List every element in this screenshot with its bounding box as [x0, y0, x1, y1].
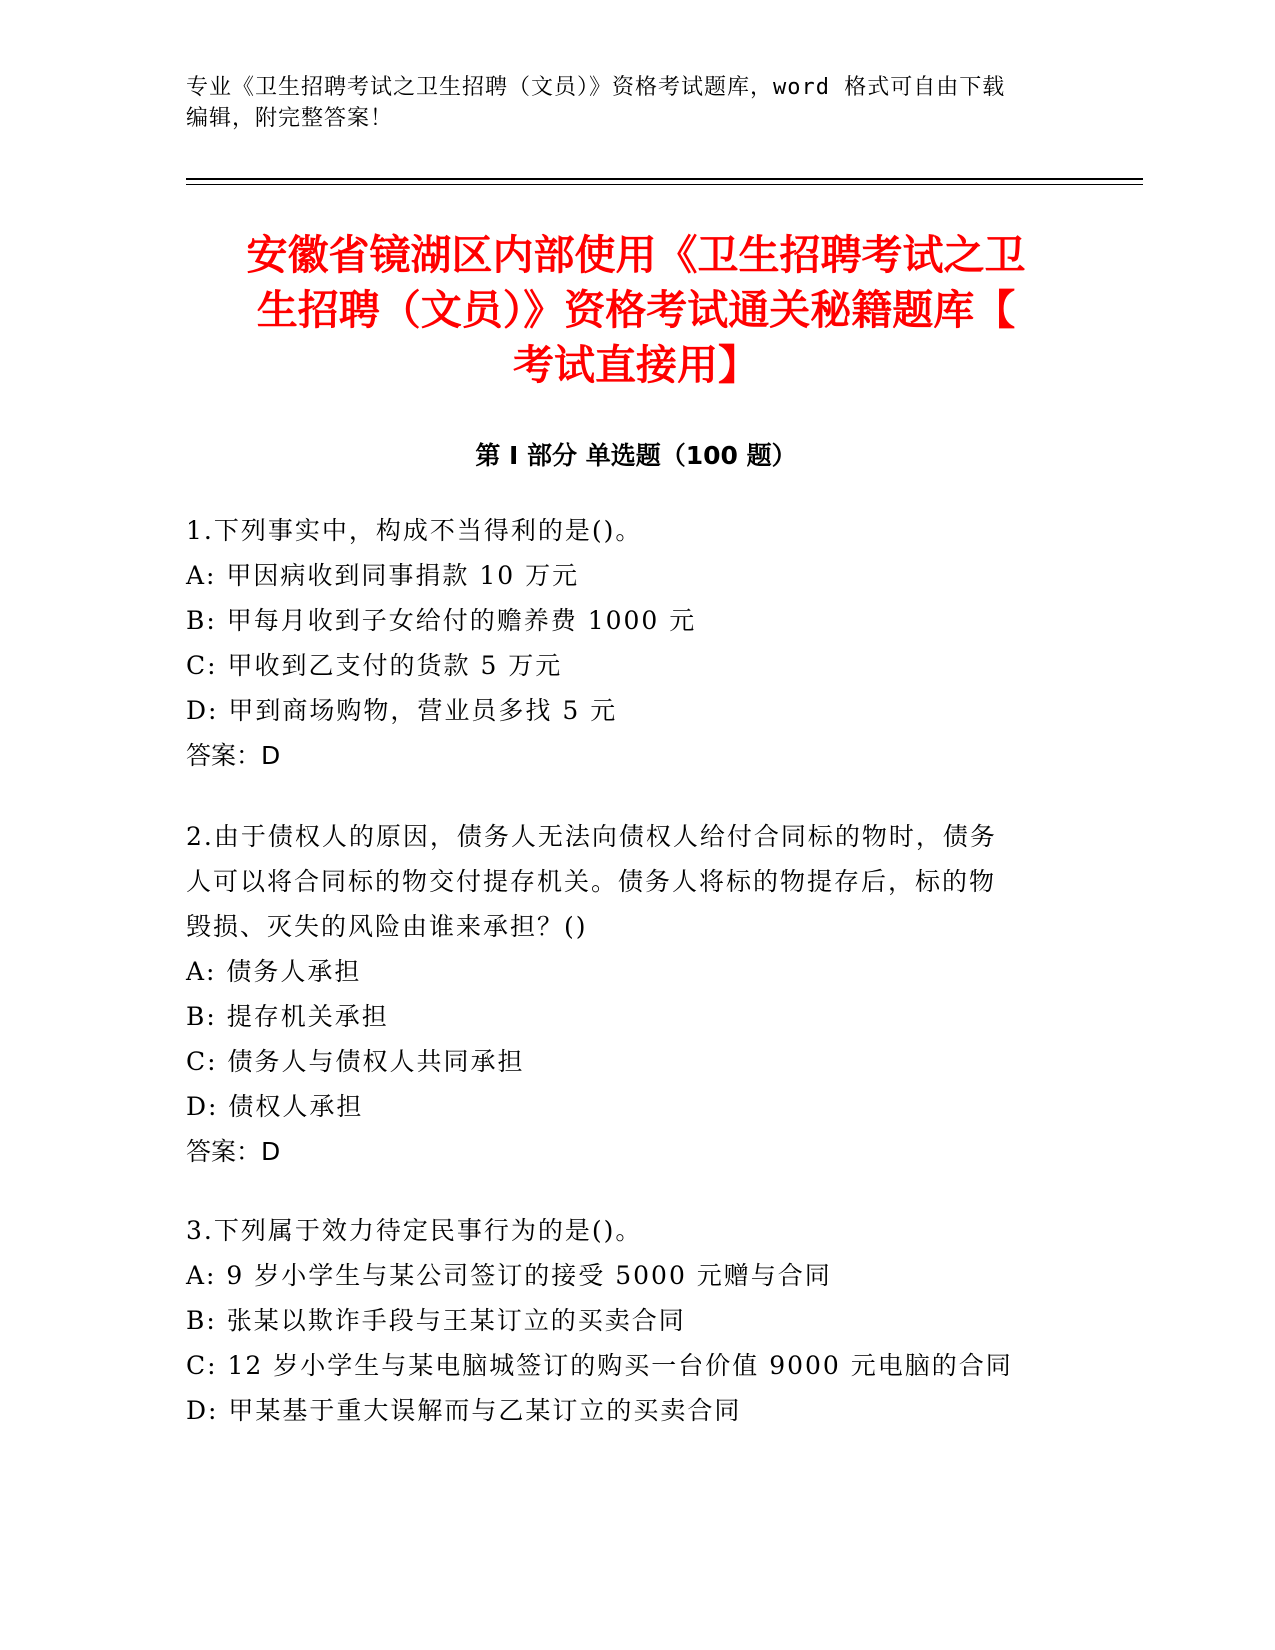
question-stem: 3.下列属于效力待定民事行为的是()。 — [186, 1216, 643, 1245]
header-divider — [186, 178, 1143, 180]
option-c: C: 债务人与债权人共同承担 — [186, 1047, 525, 1076]
header-line: 编辑，附完整答案！ — [186, 106, 394, 131]
answer: 答案：D — [186, 1137, 281, 1166]
question-stem: 人可以将合同标的物交付提存机关。债务人将标的物提存后，标的物 — [186, 867, 997, 896]
option-a: A: 甲因病收到同事捐款 10 万元 — [186, 561, 580, 590]
option-a: A: 债务人承担 — [186, 957, 362, 986]
option-c: C: 12 岁小学生与某电脑城签订的购买一台价值 9000 元电脑的合同 — [186, 1351, 1013, 1380]
answer: 答案：D — [186, 741, 281, 770]
question-stem: 毁损、灭失的风险由谁来承担？() — [186, 912, 588, 941]
document-title — [186, 228, 1086, 393]
header-divider — [186, 184, 1143, 185]
option-d: D: 甲到商场购物，营业员多找 5 元 — [186, 696, 618, 725]
option-b: B: 甲每月收到子女给付的赡养费 1000 元 — [186, 606, 697, 635]
option-a: A: 9 岁小学生与某公司签订的接受 5000 元赠与合同 — [186, 1261, 832, 1290]
option-d: D: 甲某基于重大误解而与乙某订立的买卖合同 — [186, 1396, 742, 1425]
question-stem: 1.下列事实中，构成不当得利的是()。 — [186, 516, 643, 545]
question-1 — [186, 508, 1086, 778]
page-header — [186, 72, 1066, 134]
title-line: 安徽省镜湖区内部使用《卫生招聘考试之卫 — [246, 231, 1026, 279]
question-3 — [186, 1208, 1086, 1433]
question-stem: 2.由于债权人的原因，债务人无法向债权人给付合同标的物时，债务 — [186, 822, 997, 851]
option-b: B: 提存机关承担 — [186, 1002, 389, 1031]
option-b: B: 张某以欺诈手段与王某订立的买卖合同 — [186, 1306, 686, 1335]
title-line: 生招聘（文员）》资格考试通关秘籍题库【 — [256, 286, 1016, 334]
title-line: 考试直接用】 — [513, 341, 759, 389]
option-d: D: 债权人承担 — [186, 1092, 364, 1121]
question-2 — [186, 814, 1086, 1174]
section-heading: 第 I 部分 单选题（100 题） — [475, 441, 797, 470]
header-line: 专业《卫生招聘考试之卫生招聘（文员）》资格考试题库，word 格式可自由下载 — [186, 75, 1006, 100]
option-c: C: 甲收到乙支付的货款 5 万元 — [186, 651, 563, 680]
